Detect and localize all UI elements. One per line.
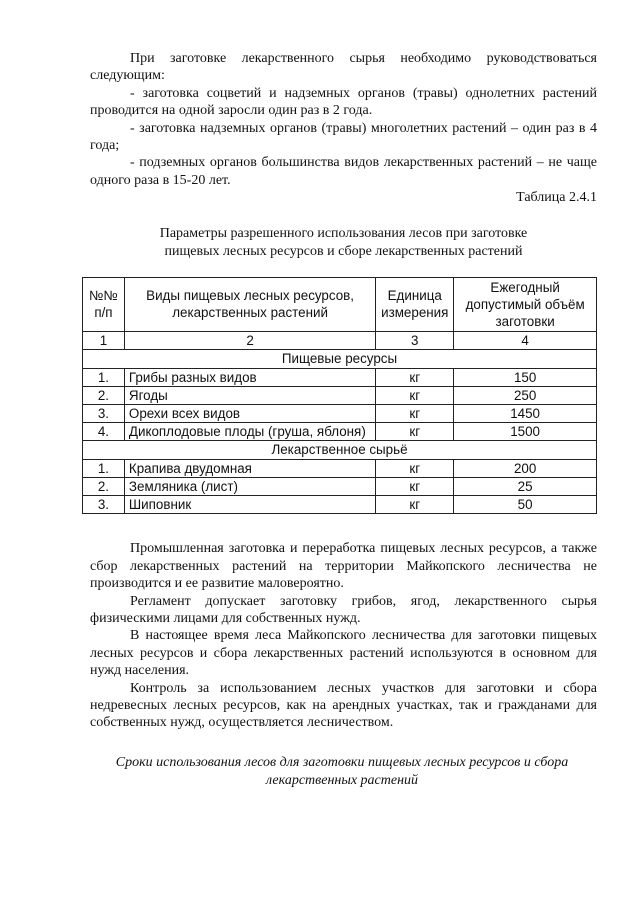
table-label: Таблица 2.4.1 (516, 190, 597, 206)
header-unit: Единица измерения (376, 277, 454, 332)
row-number: 4. (83, 423, 125, 441)
intro-paragraph: При заготовке лекарственного сырья необходимо руководствоваться следующим: (90, 51, 597, 84)
table-row (83, 459, 597, 477)
annual-volume: 200 (454, 459, 597, 477)
column-number-4: 4 (454, 332, 597, 350)
document-page (90, 50, 597, 790)
unit: кг (376, 423, 454, 441)
section-row (83, 350, 597, 368)
unit: кг (376, 405, 454, 423)
row-number: 2. (83, 477, 125, 495)
table-header-row (83, 277, 597, 332)
column-number-3: 3 (376, 332, 454, 350)
table-row (83, 368, 597, 386)
body-paragraph-1: Промышленная заготовка и переработка пищевых лесных ресурсов, а также сбор лекарственных растений на территории Майкопского лесничества не производится и ее развитие маловероятно. (90, 541, 597, 592)
section-row (83, 441, 597, 459)
resource-name: Земляника (лист) (124, 477, 375, 495)
section-subheading: Сроки использования лесов для заготовки пищевых лесных ресурсов и сбора лекарственных растений (115, 754, 569, 788)
row-number: 3. (83, 496, 125, 514)
table-caption-line-2: пищевых лесных ресурсов и сборе лекарственных растений (164, 243, 523, 259)
resources-table (82, 277, 597, 515)
resource-name: Шиповник (124, 496, 375, 514)
body-paragraph-2: Регламент допускает заготовку грибов, ягод, лекарственного сырья физическими лицами для собственных нужд. (90, 593, 597, 626)
section-medicinal-raw-materials: Лекарственное сырьё (83, 441, 597, 459)
intro-rule-2: - заготовка надземных органов (травы) многолетних растений – один раз в 4 года; (90, 120, 597, 154)
body-paragraph-4: Контроль за использованием лесных участков для заготовки и сбора недревесных лесных ресурсов, как на арендных участках, так и гражданами для собственных нужд, осуществляется лесничеством. (90, 680, 597, 731)
table-row (83, 477, 597, 495)
header-resource-type: Виды пищевых лесных ресурсов, лекарственных растений (124, 277, 375, 332)
annual-volume: 25 (454, 477, 597, 495)
section-food-resources: Пищевые ресурсы (83, 350, 597, 368)
table-caption-line-1: Параметры разрешенного использования лесов при заготовке (159, 225, 528, 241)
unit: кг (376, 459, 454, 477)
annual-volume: 150 (454, 368, 597, 386)
table-row (83, 386, 597, 404)
resource-name: Дикоплодовые плоды (груша, яблоня) (124, 423, 375, 441)
header-number: №№ п/п (83, 277, 125, 332)
annual-volume: 1450 (454, 405, 597, 423)
table-row (83, 496, 597, 514)
table-column-number-row (83, 332, 597, 350)
table-row (83, 423, 597, 441)
table-row (83, 405, 597, 423)
unit: кг (376, 368, 454, 386)
column-number-1: 1 (83, 332, 125, 350)
body-text (90, 540, 597, 731)
row-number: 1. (83, 459, 125, 477)
resource-name: Крапива двудомная (124, 459, 375, 477)
intro-rule-1: - заготовка соцветий и надземных органов (травы) однолетних растений проводится на одной заросли один раз в 2 года. (90, 85, 597, 119)
unit: кг (376, 477, 454, 495)
annual-volume: 50 (454, 496, 597, 514)
resource-name: Орехи всех видов (124, 405, 375, 423)
resource-name: Ягоды (124, 386, 375, 404)
table-caption (90, 225, 597, 261)
row-number: 3. (83, 405, 125, 423)
row-number: 2. (83, 386, 125, 404)
unit: кг (376, 496, 454, 514)
intro-rule-3: - подземных органов большинства видов лекарственных растений – не чаще одного раза в 15-20 лет. (90, 155, 597, 188)
unit: кг (376, 386, 454, 404)
body-paragraph-3: В настоящее время леса Майкопского лесничества для заготовки пищевых лесных ресурсов и сбора лекарственных растений используются в основном для нужд населения. (90, 628, 597, 679)
annual-volume: 1500 (454, 423, 597, 441)
annual-volume: 250 (454, 386, 597, 404)
resource-name: Грибы разных видов (124, 368, 375, 386)
row-number: 1. (83, 368, 125, 386)
header-annual-volume: Ежегодный допустимый объём заготовки (454, 277, 597, 332)
column-number-2: 2 (124, 332, 375, 350)
